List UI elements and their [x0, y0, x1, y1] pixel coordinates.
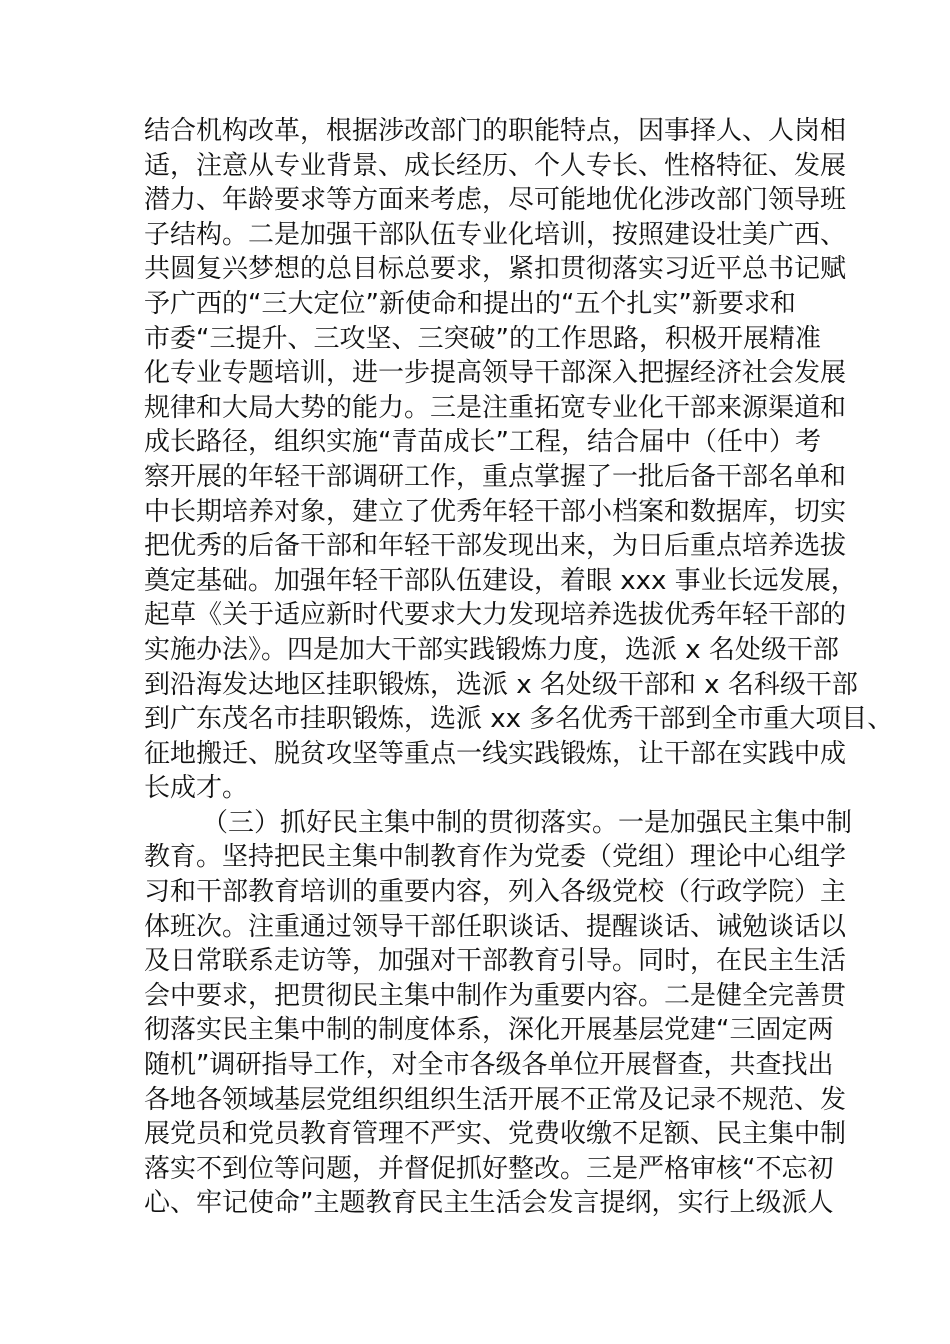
text-line: 予广西的“三大定位”新使命和提出的“五个扎实”新要求和	[144, 288, 796, 319]
text-line: 长成才。	[144, 773, 249, 804]
body-text	[144, 114, 894, 1221]
text-line: 奠定基础。加强年轻干部队伍建设，着眼 xxx 事业长远发展，	[144, 565, 857, 596]
text-line: 子结构。二是加强干部队伍专业化培训，按照建设壮美广西、	[144, 219, 847, 250]
text-line: 中长期培养对象，建立了优秀年轻干部小档案和数据库，切实	[144, 496, 847, 527]
text-line: 把优秀的后备干部和年轻干部发现出来，为日后重点培养选拔	[144, 531, 847, 562]
text-line: 到广东茂名市挂职锻炼，选派 xx 多名优秀干部到全市重大项目、	[144, 704, 894, 735]
text-line: 实施办法》。四是加大干部实践锻炼力度，选派 x 名处级干部	[144, 634, 839, 665]
text-line: 习和干部教育培训的重要内容，列入各级党校（行政学院）主	[144, 877, 847, 908]
text-line: 会中要求，把贯彻民主集中制作为重要内容。二是健全完善贯	[144, 980, 847, 1011]
text-line: 规律和大局大势的能力。三是注重拓宽专业化干部来源渠道和	[144, 392, 847, 423]
text-line: 体班次。注重通过领导干部任职谈话、提醒谈话、诫勉谈话以	[144, 911, 847, 942]
text-line: 展党员和党员教育管理不严实、党费收缴不足额、民主集中制	[144, 1119, 847, 1150]
text-line: 起草《关于适应新时代要求大力发现培养选拔优秀年轻干部的	[144, 600, 847, 631]
text-line: 随机”调研指导工作，对全市各级各单位开展督查，共查找出	[144, 1050, 834, 1081]
text-line: 落实不到位等问题，并督促抓好整改。三是严格审核“不忘初	[144, 1153, 834, 1184]
text-line: 到沿海发达地区挂职锻炼，选派 x 名处级干部和 x 名科级干部	[144, 669, 858, 700]
text-line: 察开展的年轻干部调研工作，重点掌握了一批后备干部名单和	[144, 461, 847, 492]
text-line: 结合机构改革，根据涉改部门的职能特点，因事择人、人岗相	[144, 116, 847, 146]
section-heading-line: （三）抓好民主集中制的贯彻落实。一是加强民主集中制	[202, 807, 853, 838]
text-line: 心、牢记使命”主题教育民主生活会发言提纲，实行上级派人	[144, 1188, 834, 1219]
text-line: 市委“三提升、三攻坚、三突破”的工作思路，积极开展精准	[144, 323, 821, 354]
text-line: 及日常联系走访等，加强对干部教育引导。同时，在民主生活	[144, 946, 847, 977]
text-line: 征地搬迁、脱贫攻坚等重点一线实践锻炼，让干部在实践中成	[144, 738, 847, 769]
text-line: 共圆复兴梦想的总目标总要求，紧扣贯彻落实习近平总书记赋	[144, 254, 847, 285]
text-line: 化专业专题培训，进一步提高领导干部深入把握经济社会发展	[144, 358, 847, 389]
text-line: 潜力、年龄要求等方面来考虑，尽可能地优化涉改部门领导班	[144, 185, 847, 216]
text-line: 教育。坚持把民主集中制教育作为党委（党组）理论中心组学	[144, 842, 847, 873]
text-line: 适，注意从专业背景、成长经历、个人专长、性格特征、发展	[144, 150, 847, 181]
text-line: 成长路径，组织实施“青苗成长”工程，结合届中（任中）考	[144, 427, 821, 458]
text-line: 各地各领域基层党组织组织生活开展不正常及记录不规范、发	[144, 1084, 847, 1115]
text-line: 彻落实民主集中制的制度体系，深化开展基层党建“三固定两	[144, 1015, 834, 1046]
